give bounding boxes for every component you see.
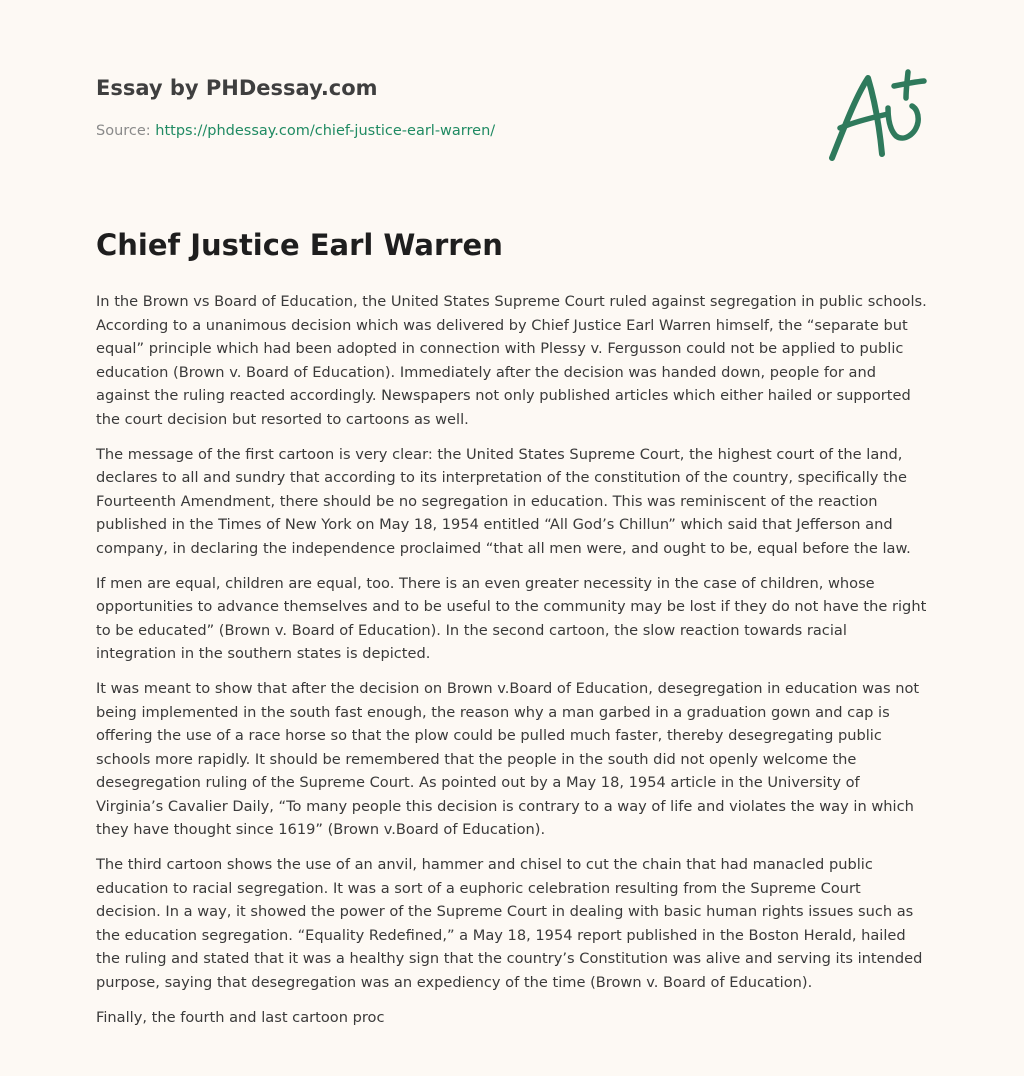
essay-paragraph: The message of the first cartoon is very clear: the United States Supreme Court, the highest court of the land, declares to all and sundry that according to its interpretation of the constitution of the country, specifically the Fourteenth Amendment, there should be no segregation in education. This was reminiscent of the reaction published in the Times of New York on May 18, 1954 entitled “All God’s Chillun” which said that Jefferson and company, in declaring the independence proclaimed “that all men were, and ought to be, equal before the law. <box>96 445 911 557</box>
essay-content <box>96 226 930 1040</box>
essay-paragraph: If men are equal, children are equal, too. There is an even greater necessity in the case of children, whose opportunities to advance themselves and to be useful to the community may be lost if they do not have the right to be educated” (Brown v. Board of Education). In the second cartoon, the slow reaction towards racial integration in the southern states is depicted. <box>96 574 927 663</box>
site-title: Essay by PHDessay.com <box>96 76 378 100</box>
essay-paragraph: In the Brown vs Board of Education, the United States Supreme Court ruled against segregation in public schools. According to a unanimous decision which was delivered by Chief Justice Earl Warren himself, the “separate but equal” principle which had been adopted in connection with Plessy v. Fergusson could not be applied to public education (Brown v. Board of Education). Immediately after the decision was handed down, people for and against the ruling reacted accordingly. Newspapers not only published articles which either hailed or supported the court decision but resorted to cartoons as well. <box>96 293 927 428</box>
source-link[interactable]: https://phdessay.com/chief-justice-earl-warren/ <box>155 123 496 139</box>
essay-paragraph-truncated: Finally, the fourth and last cartoon proc <box>96 1008 385 1026</box>
essay-paragraph: It was meant to show that after the decision on Brown v.Board of Education, desegregation in education was not being implemented in the south fast enough, the reason why a man garbed in a graduation gown and cap is offering the use of a race horse so that the plow could be pulled much faster, thereby desegregating public schools more rapidly. It should be remembered that the people in the south did not openly welcome the desegregation ruling of the Supreme Court. As pointed out by a May 18, 1954 article in the University of Virginia’s Cavalier Daily, “To many people this decision is contrary to a way of life and violates the way in which they have thought since 1619” (Brown v.Board of Education). <box>96 679 920 839</box>
essay-paragraph: The third cartoon shows the use of an anvil, hammer and chisel to cut the chain that had manacled public education to racial segregation. It was a sort of a euphoric celebration resulting from the Supreme Court decision. In a way, it showed the power of the Supreme Court in dealing with basic human rights issues such as the education segregation. “Equality Redefined,” a May 18, 1954 report published in the Boston Herald, hailed the ruling and stated that it was a healthy sign that the country’s Constitution was alive and serving its intended purpose, saying that desegregation was an expediency of the time (Brown v. Board of Education). <box>96 856 923 992</box>
source-line <box>96 123 495 139</box>
a-plus-logo-icon <box>824 68 928 164</box>
page-header <box>96 76 926 176</box>
source-label: Source: <box>96 123 156 139</box>
essay-title: Chief Justice Earl Warren <box>96 228 503 262</box>
